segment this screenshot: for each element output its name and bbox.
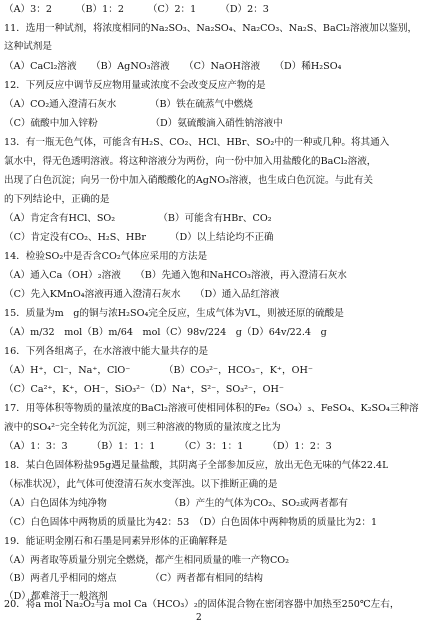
question-13-options: （C）肯定没有CO₂、H₂S、HBr （D）以上结论均不正确	[4, 232, 274, 243]
question-12-text: 12．下列反应中调节反应物用量或浓度不会改变反应产物的是	[4, 80, 266, 91]
question-18-text: （标准状况），此气体可使澄清石灰水变浑浊。以下推断正确的是	[4, 479, 278, 490]
question-19-options: （A）两者取等质量分别完全燃烧，都产生相同质量的唯一产物CO₂	[4, 555, 290, 566]
question-14-options: （A）通入Ca（OH）₂溶液 （B）先通入饱和NaHCO₃溶液，再入澄清石灰水	[4, 270, 347, 281]
question-17-text: 液中的SO₄²⁻完全转化为沉淀，则三种溶液的物质的量浓度之比为	[4, 422, 281, 433]
question-17-options: （A）1：3：3 （B）1：1：1 （C）3：1：1 （D）1：2：3	[4, 441, 332, 452]
question-17-text: 17．用等体积等物质的量浓度的BaCl₂溶液可使相同体积的Fe₂（SO₄）₃、FeSO₄、K₂SO₄三种溶	[4, 403, 419, 414]
question-13-text: 出现了白色沉淀；向另一份中加入硝酸酸化的AgNO₃溶液，也生成白色沉淀。与此有关	[4, 175, 373, 186]
question-18-options: （C）白色固体中两物质的质量比为42：53 （D）白色固体中两种物质的质量比为2：1	[4, 517, 378, 528]
question-19-options: （B）两者几乎相同的熔点 （C）两者都有相同的结构	[4, 573, 264, 584]
question-18-text: 18．某白色固体粉盐95g遇足量盐酸，其阴离子全部参加反应，放出无色无味的气体22.4L	[4, 460, 389, 471]
question-13-text: 13．有一瓶无色气体，可能含有H₂S、CO₂、HCl、HBr、SO₂中的一种或几种。将其通入	[4, 137, 390, 148]
question-11-options: （A）CaCl₂溶液 （B）AgNO₃溶液 （C）NaOH溶液 （D）稀H₂SO₄	[4, 61, 342, 72]
question-13-text: 的下列结论中，正确的是	[4, 194, 110, 205]
question-14-text: 14．检验SO₂中是否含CO₂气体应采用的方法是	[4, 251, 208, 262]
question-20-text: 20．将a mol Na₂O₂与a mol Ca（HCO₃）₂的固体混合物在密闭容器中加热至250℃左右，	[4, 599, 400, 610]
question-12-options: （C）硫酸中加入锌粉 （D）氨硫酸滴入硝性钠溶液中	[4, 118, 283, 129]
question-13-text: 氯水中，得无色透明溶液。将这种溶液分为两份，向一份中加入用盐酸化的BaCl₂溶液，	[4, 156, 377, 167]
page-number: 2	[196, 613, 202, 623]
question-13-options: （A）肯定含有HCl、SO₂ （B）可能含有HBr、CO₂	[4, 213, 272, 224]
question-15-text: 15．质量为m g的铜与浓H₂SO₄完全反应，生成气体为VL，则被还原的硫酸是	[4, 308, 344, 319]
question-15-options: （A）m/32 mol（B）m/64 mol（C）98v/224 g（D）64v/22.4 g	[4, 327, 327, 338]
question-11-text: 这种试剂是	[4, 41, 52, 52]
question-16-text: 16．下列各组离子，在水溶液中能大量共存的是	[4, 346, 209, 357]
question-19-text: 19．能证明金刚石和石墨是同素异形体的正确解释是	[4, 536, 228, 547]
text-line: （A）3：2 （B）1：2 （C）2：1 （D）2：3	[4, 4, 269, 15]
question-16-options: （C）Ca²⁺，K⁺，OH⁻，SiO₃²⁻（D）Na⁺，S²⁻，SO₃²⁻，OH⁻	[4, 384, 284, 395]
question-16-options: （A）H⁺，Cl⁻，Na⁺，ClO⁻ （B）CO₃²⁻，HCO₃⁻，K⁺，OH⁻	[4, 365, 313, 376]
question-14-options: （C）先入KMnO₄溶液再通入澄清石灰水 （D）通入品红溶液	[4, 289, 280, 300]
question-11-text: 11．选用一种试剂，将浓度相同的Na₂SO₃、Na₂SO₄、Na₂CO₃、Na₂S、BaCl₂溶液加以鉴别，	[4, 23, 418, 34]
question-12-options: （A）CO₂通入澄清石灰水 （B）铁在硫蒸气中燃烧	[4, 99, 253, 110]
question-19-options: （D）都难溶于一般溶剂	[4, 591, 108, 602]
question-18-options: （A）白色固体为纯净物 （B）产生的气体为CO₂、SO₂或两者都有	[4, 498, 348, 509]
